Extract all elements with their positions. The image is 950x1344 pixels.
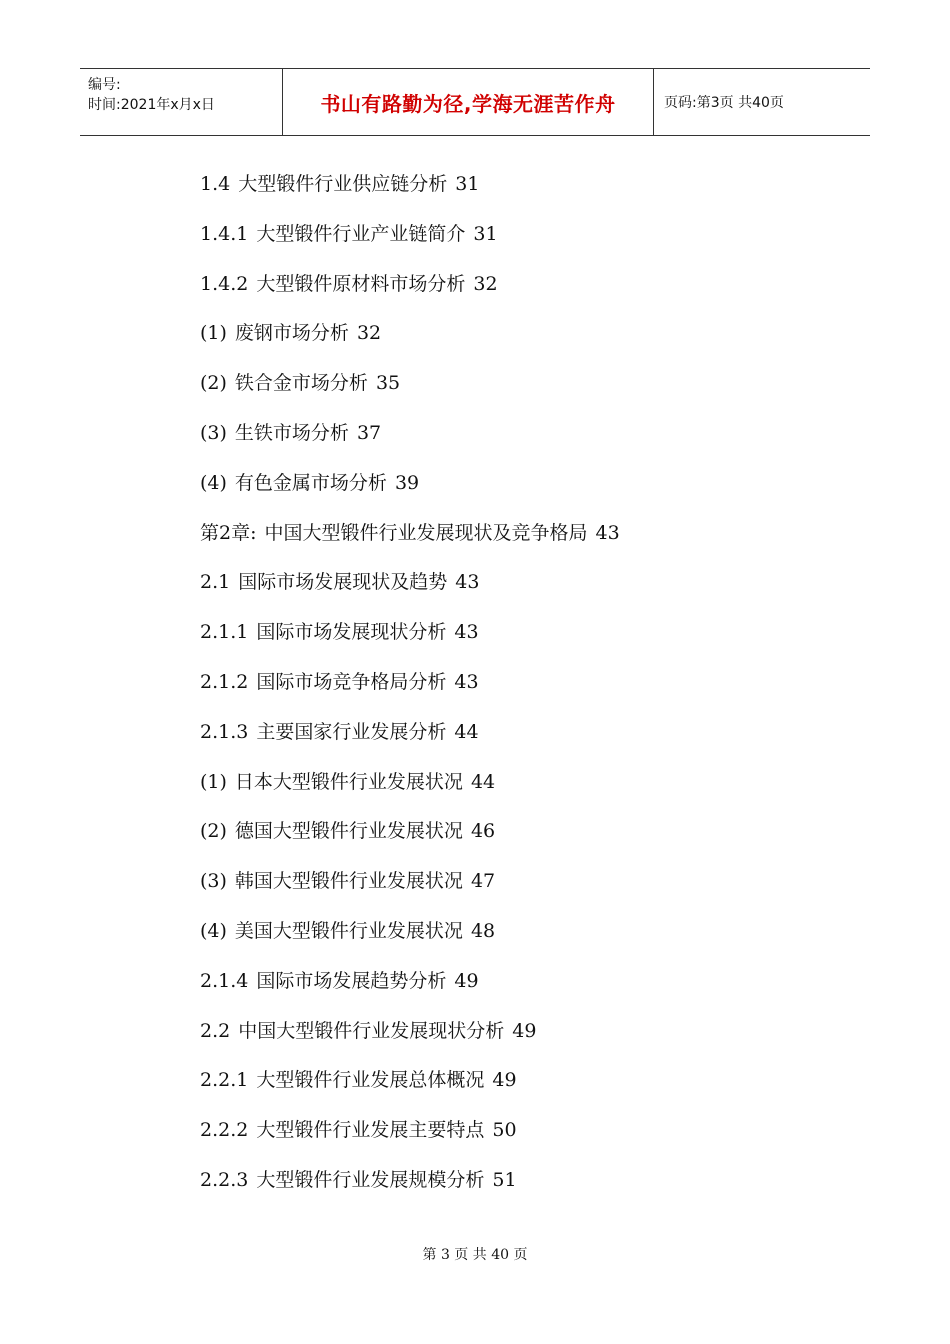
toc-entry-number: 2.2.3 [200,1168,249,1191]
toc-entry[interactable] [200,359,820,409]
toc-entry-title: 生铁市场分析 [234,421,349,444]
toc-entry-page: 43 [454,670,479,693]
toc-entry-number: 1.4.2 [200,272,249,295]
toc-entry-number: 2.1.2 [200,670,249,693]
toc-entry-page: 37 [356,421,382,444]
toc-entry[interactable] [200,459,820,509]
toc-entry[interactable] [200,509,820,559]
toc-entry-number: (4) [200,471,227,494]
toc-entry[interactable] [200,758,820,808]
toc-entry-title: 德国大型锻件行业发展状况 [234,820,463,843]
toc-entry[interactable] [200,857,820,907]
toc-entry-page: 31 [455,173,480,195]
toc-entry-page: 49 [512,1019,537,1042]
toc-entry-page: 32 [356,322,382,345]
toc-entry-title: 大型锻件行业产业链简介 [256,222,466,245]
toc-entry-title: 中国大型锻件行业发展现状分析 [238,1019,505,1042]
toc-entry[interactable] [200,558,820,608]
toc-entry[interactable] [200,1156,820,1206]
toc-entry-page: 35 [375,372,401,395]
toc-entry[interactable] [200,658,820,708]
toc-entry-title: 有色金属市场分析 [234,471,387,494]
toc-entry-page: 43 [595,521,620,544]
toc-entry-page: 49 [454,969,479,992]
document-header [80,68,870,136]
toc-entry[interactable] [200,1056,820,1106]
table-of-contents [200,160,820,1206]
toc-entry-title: 大型锻件行业发展总体概况 [256,1069,485,1092]
toc-entry-number: (2) [200,820,227,843]
toc-entry-title: 主要国家行业发展分析 [256,720,447,743]
toc-entry-number: (3) [200,870,227,893]
toc-entry[interactable] [200,210,820,260]
toc-entry-title: 中国大型锻件行业发展现状及竞争格局 [264,521,588,544]
toc-entry-number: 2.1 [200,571,231,594]
toc-entry[interactable] [200,409,820,459]
toc-entry[interactable] [200,260,820,310]
toc-entry[interactable] [200,957,820,1007]
toc-entry-number: 1.4 [200,173,231,195]
toc-entry-page: 31 [473,222,498,245]
toc-entry-page: 49 [492,1069,517,1092]
toc-entry-title: 大型锻件行业发展规模分析 [256,1168,485,1191]
toc-entry[interactable] [200,160,820,210]
header-meta [80,69,282,135]
toc-entry-title: 美国大型锻件行业发展状况 [234,919,463,942]
code-label: 编号: [88,77,121,93]
toc-entry-title: 铁合金市场分析 [234,372,368,395]
toc-entry-title: 国际市场发展现状分析 [256,621,447,644]
toc-entry-page: 44 [454,720,479,743]
toc-entry-title: 日本大型锻件行业发展状况 [234,770,463,793]
toc-entry[interactable] [200,807,820,857]
toc-entry-page: 32 [473,272,498,295]
toc-entry-title: 大型锻件行业供应链分析 [238,173,448,195]
toc-entry-page: 51 [492,1168,517,1191]
toc-entry-title: 废钢市场分析 [234,322,349,345]
toc-entry-page: 43 [454,621,479,644]
toc-entry-page: 43 [455,571,480,594]
toc-entry-number: 2.1.1 [200,621,249,644]
toc-entry-number: (4) [200,919,227,942]
toc-entry-number: 2.2 [200,1019,231,1042]
toc-entry-page: 46 [470,820,496,843]
toc-entry-page: 50 [492,1119,517,1142]
toc-entry[interactable] [200,1106,820,1156]
toc-entry[interactable] [200,309,820,359]
toc-entry-page: 48 [470,919,496,942]
toc-entry[interactable] [200,608,820,658]
toc-entry-number: (3) [200,421,227,444]
time-label: 时间:2021年x月x日 [88,97,215,113]
toc-entry-page: 47 [470,870,496,893]
toc-entry-page: 39 [394,471,420,494]
toc-entry-number: 第2章: [200,521,257,544]
toc-entry-title: 国际市场竞争格局分析 [256,670,447,693]
toc-entry-number: 2.1.4 [200,969,249,992]
toc-entry-title: 国际市场发展趋势分析 [256,969,447,992]
toc-entry-title: 国际市场发展现状及趋势 [238,571,448,594]
toc-entry-number: 1.4.1 [200,222,249,245]
toc-entry[interactable] [200,907,820,957]
toc-entry-number: (1) [200,770,227,793]
toc-entry[interactable] [200,1007,820,1057]
toc-entry-number: 2.2.2 [200,1119,249,1142]
toc-entry-title: 大型锻件行业发展主要特点 [256,1119,485,1142]
header-page-info: 页码:第3页 共40页 [664,95,784,111]
toc-entry-number: (1) [200,322,227,345]
toc-entry-number: 2.1.3 [200,720,249,743]
toc-entry-number: (2) [200,372,227,395]
toc-entry-page: 44 [470,770,496,793]
toc-entry[interactable] [200,708,820,758]
toc-entry-title: 韩国大型锻件行业发展状况 [234,870,463,893]
toc-entry-title: 大型锻件原材料市场分析 [256,272,466,295]
toc-entry-number: 2.2.1 [200,1069,249,1092]
header-motto: 书山有路勤为径,学海无涯苦作舟 [282,69,654,135]
page-footer: 第 3 页 共 40 页 [422,1247,528,1263]
